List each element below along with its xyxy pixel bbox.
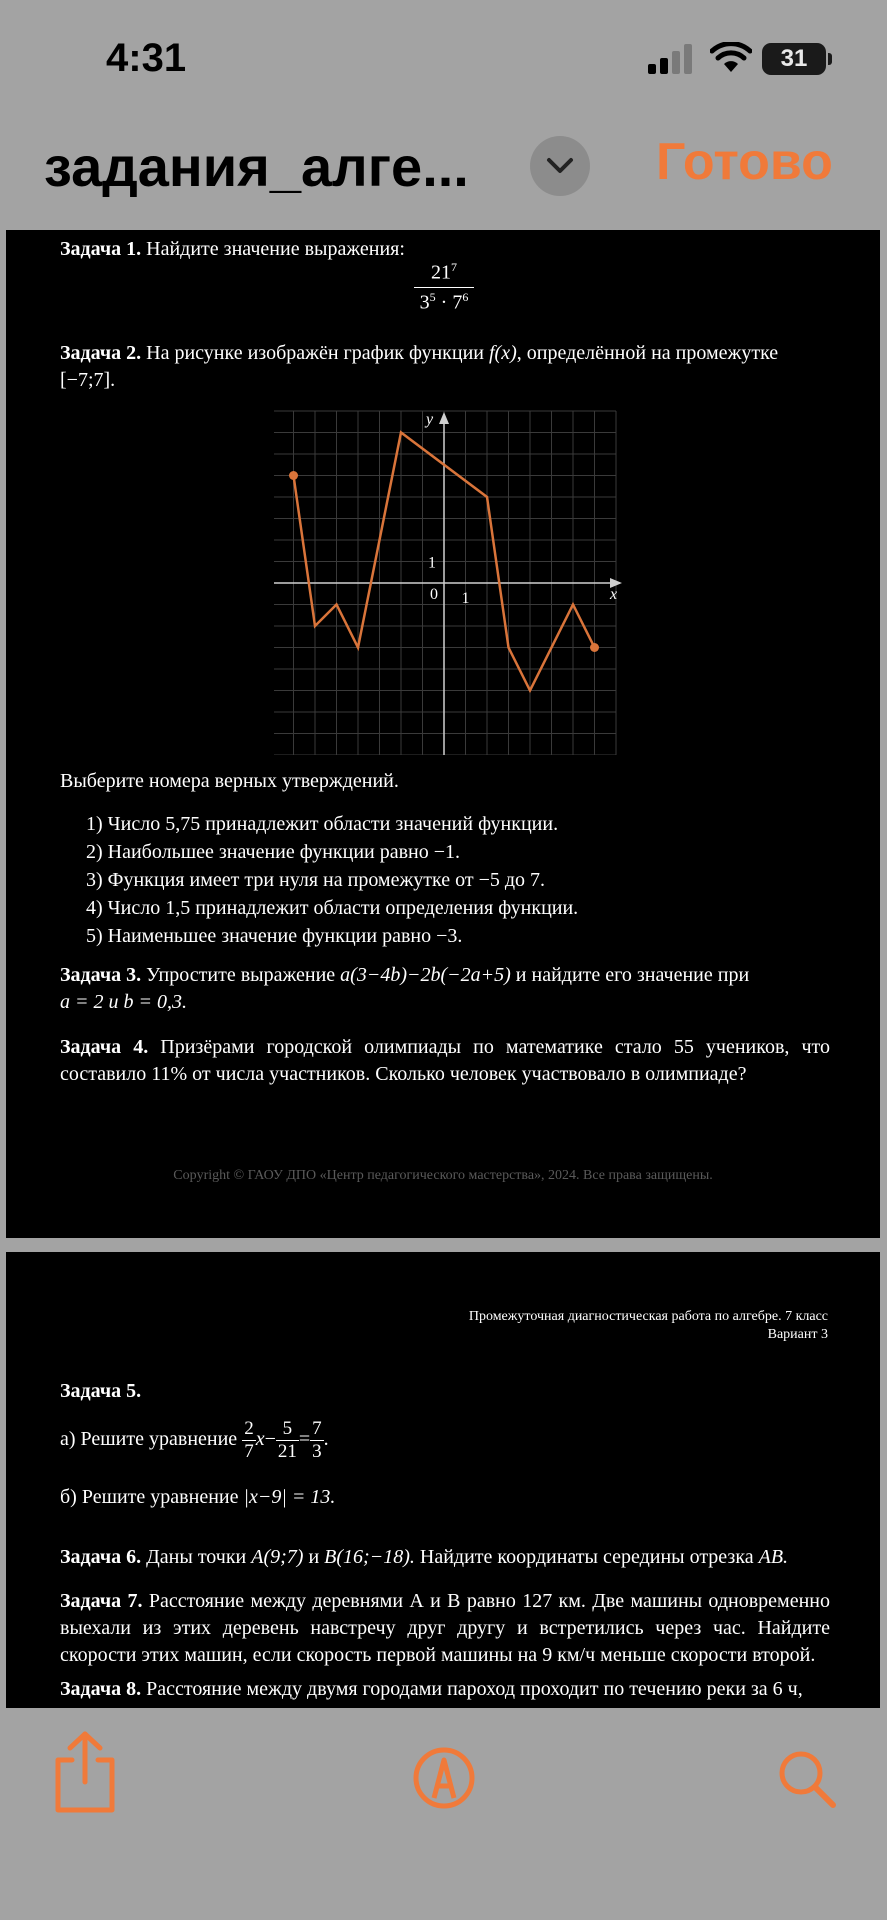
task-8-label: Задача 8. — [60, 1678, 142, 1700]
task-5-label: Задача 5. — [60, 1380, 142, 1402]
task-1-fraction: $\frac{21^7}{3^5 \cdot 7^6}$ — [414, 260, 474, 314]
f2-num: 5 — [276, 1418, 299, 1441]
task-2 — [60, 340, 830, 394]
markup-icon[interactable] — [412, 1746, 476, 1810]
and-word: и — [308, 1546, 320, 1568]
task-5a-text: а) Решите уравнение — [60, 1428, 238, 1450]
task-5b-text: б) Решите уравнение — [60, 1486, 239, 1508]
header-line-2: Вариант 3 — [767, 1327, 828, 1342]
task-1 — [60, 236, 830, 263]
task-3-label: Задача 3. — [60, 964, 142, 986]
graph-endpoint — [289, 471, 298, 480]
copyright-text: Copyright © ГАОУ ДПО «Центр педагогического мастерства», 2024. Все права защищены. — [173, 1168, 713, 1183]
task-3-text-1: Упростите выражение — [146, 964, 336, 986]
task-5-title — [60, 1378, 830, 1405]
task-8-text: Расстояние между двумя городами пароход проходит по течению реки за 6 ч, — [146, 1678, 803, 1700]
task-2-text-after: , определённой на промежутке — [516, 342, 779, 364]
task-2-interval: [−7;7]. — [60, 369, 116, 391]
num-base: 21 — [431, 261, 451, 284]
y-axis-label: y — [426, 411, 434, 428]
task-8 — [60, 1676, 830, 1703]
option-4: 4) Число 1,5 принадлежит области определения функции. — [86, 897, 579, 919]
function-graph — [274, 410, 624, 755]
task-7-label: Задача 7. — [60, 1590, 143, 1612]
f3-num: 7 — [312, 1417, 322, 1439]
task-2-label: Задача 2. — [60, 342, 142, 364]
share-icon[interactable] — [50, 1730, 120, 1814]
document-title[interactable]: задания_алге... — [44, 135, 469, 198]
fraction-5-21 — [276, 1418, 299, 1463]
title-menu-button[interactable] — [530, 136, 590, 196]
wifi-icon — [710, 42, 752, 74]
status-bar — [0, 0, 887, 120]
point-a: A(9;7) — [251, 1546, 304, 1568]
document-page-1[interactable] — [6, 230, 880, 1238]
task-4 — [60, 1034, 830, 1088]
task-2-text-before: На рисунке изображён график функции — [146, 342, 484, 364]
task-3-expr: a(3−4b)−2b(−2a+5) — [340, 964, 511, 986]
segment-ab: AB. — [758, 1546, 789, 1568]
task-3-values: a = 2 и b = 0,3. — [60, 991, 187, 1013]
battery-tip — [828, 53, 832, 65]
graph-axes — [274, 412, 622, 755]
document-page-2[interactable] — [6, 1252, 880, 1708]
task-2-func: f(x) — [488, 342, 517, 364]
task-1-label: Задача 1. — [60, 238, 142, 260]
den-base-2: 7 — [452, 291, 463, 314]
f1-num: 2 — [244, 1417, 254, 1439]
task-6 — [60, 1544, 830, 1571]
header-line-1: Промежуточная диагностическая работа по алгебре. 7 класс — [468, 1309, 828, 1324]
task-7-text: Расстояние между деревнями А и В равно 127 км. Две машины одновременно выехали из этих деревень навстречу друг другу и встретились через час. Найдите скорости этих машин, если скорость первой машины на 9 км/ч меньше скорости второй. — [60, 1590, 830, 1666]
num-exp: 7 — [451, 260, 457, 274]
task-4-label: Задача 4. — [60, 1036, 149, 1058]
question-text: Выберите номера верных утверждений. — [60, 770, 399, 792]
battery-icon: 31 — [762, 43, 826, 75]
graph-endpoint — [590, 643, 599, 652]
x-axis-label: x — [610, 586, 618, 603]
f3-den: 3 — [312, 1440, 322, 1462]
task-6-label: Задача 6. — [60, 1546, 142, 1568]
bottom-toolbar — [0, 1708, 887, 1920]
task-6-text-1: Даны точки — [146, 1546, 247, 1568]
fraction-2-7 — [242, 1418, 256, 1463]
point-b: B(16;−18). — [324, 1546, 415, 1568]
var-x: x — [255, 1428, 265, 1450]
task-1-text: Найдите значение выражения: — [146, 238, 405, 260]
den-base-1: 3 — [419, 291, 430, 314]
status-time: 4:31 — [106, 36, 187, 80]
search-icon[interactable] — [776, 1748, 838, 1810]
task-5b-expr: |x−9| = 13. — [243, 1486, 336, 1508]
den-exp-1: 5 — [429, 289, 436, 304]
f1-den: 7 — [244, 1440, 254, 1462]
minus-sign: − — [264, 1428, 276, 1450]
task-5b — [60, 1484, 830, 1511]
origin-label: 0 — [430, 586, 438, 603]
task-3-text-2: и найдите его значение при — [515, 964, 750, 986]
option-1: 1) Число 5,75 принадлежит области значений функции. — [86, 813, 559, 835]
task-3 — [60, 962, 830, 1016]
task-6-text-2: Найдите координаты середины отрезка — [419, 1546, 754, 1568]
den-exp-2: 6 — [462, 289, 469, 304]
done-button[interactable]: Готово — [656, 133, 833, 191]
fraction-7-3 — [310, 1418, 324, 1463]
task-4-text: Призёрами городской олимпиады по математике стало 55 учеников, что составило 11% от числа участников. Сколько человек участвовало в олимпиаде? — [60, 1036, 830, 1085]
task-5a — [60, 1414, 830, 1464]
task-7 — [60, 1588, 830, 1669]
y-tick-one: 1 — [428, 554, 436, 572]
chevron-down-icon — [546, 156, 574, 176]
option-3: 3) Функция имеет три нуля на промежутке от −5 до 7. — [86, 869, 546, 891]
y-axis-arrow — [439, 412, 449, 424]
option-5: 5) Наименьшее значение функции равно −3. — [86, 925, 463, 947]
f2-den: 21 — [277, 1440, 297, 1462]
option-2: 2) Наибольшее значение функции равно −1. — [86, 841, 461, 863]
x-tick-one: 1 — [461, 590, 470, 607]
page-header — [469, 1308, 828, 1344]
options-list — [86, 810, 806, 950]
period: . — [323, 1428, 329, 1450]
cellular-signal-icon — [646, 44, 696, 74]
equals-sign: = — [298, 1428, 311, 1450]
